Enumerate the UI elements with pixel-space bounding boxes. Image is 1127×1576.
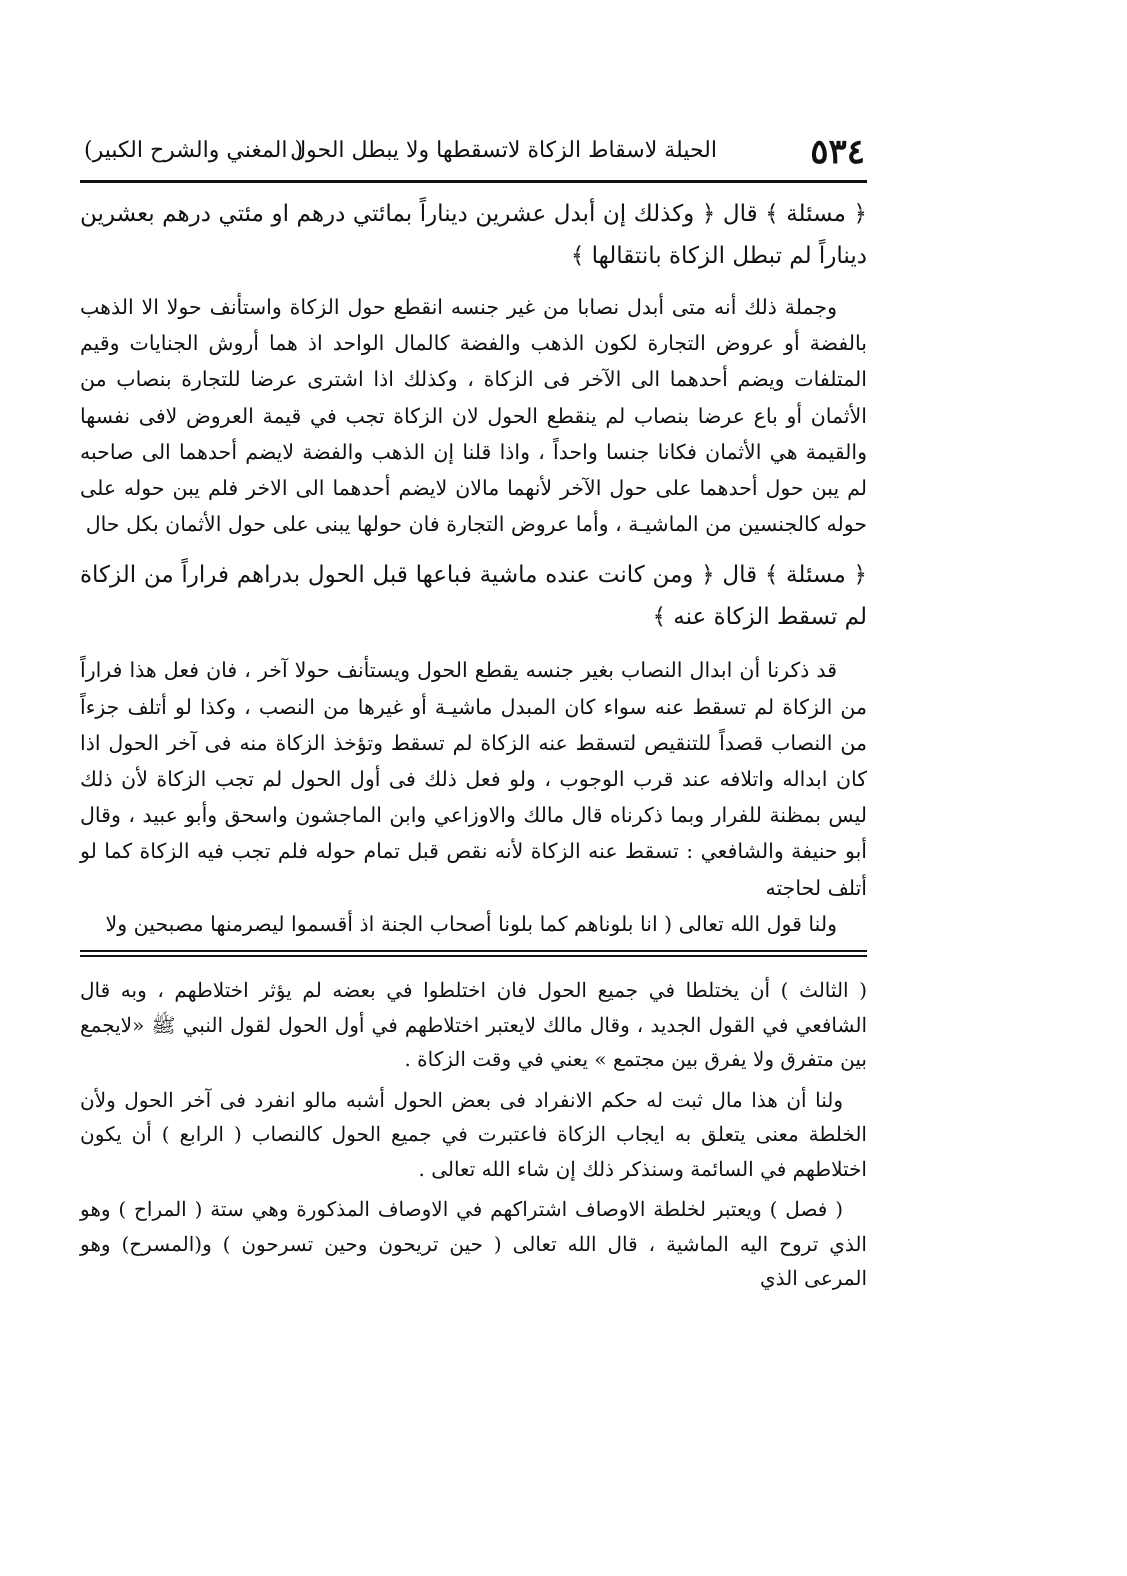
footnote-2: ولنا أن هذا مال ثبت له حكم الانفراد فى بعض الحول أشبه مالو انفرد فى آخر الحول ولأن الخلطة معنى يتعلق به ايجاب الزكاة فاعتبرت في جميع الحول كالنصاب ( الرابع ) أن يكون اختلاطهم في السائمة وسنذكر ذلك إن شاء الله تعالى . bbox=[80, 1087, 867, 1181]
footnote-3: ( فصل ) ويعتبر لخلطة الاوصاف اشتراكهم في الاوصاف المذكورة وهي ستة ( المراح ) وهو الذي تروح اليه الماشية ، قال الله تعالى ( حين تريحون وحين تسرحون ) و(المسرح) وهو المرعى الذي bbox=[80, 1197, 867, 1291]
paragraph-1: وجملة ذلك أنه متى أبدل نصابا من غير جنسه انقطع حول الزكاة واستأنف حولا الا الذهب بالفضة أو عروض التجارة لكون الذهب والفضة كالمال الواحد اذ هما أروش الجنايات وقيم المتلفات ويضم أحدهما الى الآخر فى الزكاة ، وكذلك اذا اشترى عرضا للتجارة بنصاب من الأثمان أو باع عرضا بنصاب لم ينقطع الحول لان الزكاة تجب في قيمة العروض لافى نفسها والقيمة هي الأثمان فكانا جنسا واحداً ، واذا قلنا إن الذهب والفضة لايضم أحدهما الى صاحبه لم يبن حول أحدهما على حول الآخر لأنهما مالان لايضم أحدهما الى الاخر فلم يبن حوله على حوله كالجنسين من الماشيـة ، وأما عروض التجارة فان حولها يبنى على حول الأثمان بكل حال bbox=[80, 295, 867, 537]
footnotes bbox=[80, 973, 867, 1296]
paragraph-3: ولنا قول الله تعالى ( انا بلوناهم كما بلونا أصحاب الجنة اذ أقسموا ليصرمنها مصبحين ولا bbox=[105, 911, 837, 936]
chapter-title: الحيلة لاسقاط الزكاة لاتسقطها ولا يبطل الحول bbox=[290, 138, 717, 163]
page-header bbox=[80, 128, 867, 183]
footnote-divider bbox=[80, 950, 867, 957]
footnote-1: ( الثالث ) أن يختلطا في جميع الحول فان اختلطوا في بعضه لم يؤثر اختلاطهم ، وبه قال الشافعي في القول الجديد ، وقال مالك لايعتبر اختلاطهم في أول الحول لقول النبي ﷺ «لايجمع بين متفرق ولا يفرق بين مجتمع » يعني في وقت الزكاة . bbox=[80, 978, 867, 1072]
masala-1: ﴿ مسئلة ﴾ قال ﴿ وكذلك إن أبدل عشرين ديناراً بمائتي درهم او مئتي درهم بعشرين ديناراً لم تبطل الزكاة بانتقالها ﴾ bbox=[80, 201, 867, 269]
paragraph-2: قد ذكرنا أن ابدال النصاب بغير جنسه يقطع الحول ويستأنف حولا آخر ، فان فعل هذا فراراً من الزكاة لم تسقط عنه سواء كان المبدل ماشيـة أو غيرها من النصب ، وكذا لو أتلف جزءاً من النصاب قصداً للتنقيص لتسقط عنه الزكاة لم تسقط وتؤخذ الزكاة منه فى آخر الحول اذا كان ابداله واتلافه عند قرب الوجوب ، ولو فعل ذلك فى أول الحول لم تجب الزكاة لأن ذلك ليس بمظنة للفرار وبما ذكرناه قال مالك والاوزاعي وابن الماجشون واسحق وأبو عبيد ، وقال أبو حنيفة والشافعي : تسقط عنه الزكاة لأنه نقص قبل تمام حوله فلم تجب فيه الزكاة كما لو أتلف لحاجته bbox=[80, 658, 867, 900]
book-page bbox=[80, 128, 867, 1296]
masala-2: ﴿ مسئلة ﴾ قال ﴿ ومن كانت عنده ماشية فباعها قبل الحول بدراهم فراراً من الزكاة لم تسقط الزكاة عنه ﴾ bbox=[80, 562, 867, 631]
book-title: ( المغني والشرح الكبير) bbox=[84, 138, 304, 163]
main-text bbox=[80, 189, 867, 942]
page-number: ٥٣٤ bbox=[810, 132, 865, 172]
